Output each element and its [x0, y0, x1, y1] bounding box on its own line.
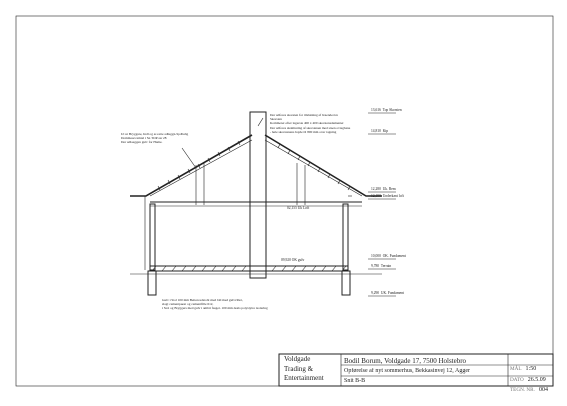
wall-right [343, 204, 348, 270]
roof-tiles [158, 141, 350, 190]
level-uk-foundation: 9,290 UK. Fundament [371, 291, 405, 295]
drawing-number-field: TEGN. NR. 004 [510, 387, 548, 393]
floor-slab [150, 266, 348, 271]
date-field: DATO 26.5.09 [510, 377, 546, 383]
level-top-chimney: 13,616 Top Skorsten [371, 108, 402, 112]
level-markers [368, 113, 396, 296]
roof-left-inner [150, 140, 252, 196]
roof-right [265, 135, 382, 196]
sheet-border [16, 16, 553, 386]
drawing-name: Snit B-B [344, 378, 366, 384]
floor-label: 09,920 OK gulv [281, 258, 305, 262]
level-underside-ceiling: 12,190 Underkant loft [371, 194, 404, 198]
floor-note: Gulv i Stol 100 mm Betten udstobt med bld med gulvvillet, slagt cementpuest og cementfille 612, i Stol og Bryggers med gulv i ambri fasget. 100 mm deals polystytre isolering [162, 298, 268, 311]
foundation-left [148, 271, 156, 295]
floor-hatch [152, 266, 346, 271]
wall-left [150, 204, 155, 270]
ceiling-label: 02,155 Uk Loft [287, 206, 310, 210]
chimney-note: Der udfores skorsten for tilslutning af braendeovn Skorsten Kommerer efter lagerste 400 x 400 skorstensdementer Der udfores skalmuring af skorstenen med staen ovtegbane - hele skorstenens hojde til 800 mm over tagning [270, 113, 351, 134]
foundation-right [342, 271, 350, 295]
level-rem: 12,280 Uk. Rem [371, 187, 396, 191]
level-ridge: 14,810 Kip [371, 129, 389, 133]
level-terrain: 9,780 Terrain [371, 264, 392, 268]
roof-right-inner [265, 140, 362, 196]
level-ok-foundation: 10,000 OK. Fundament [371, 254, 406, 258]
roof-note-left: Ut ur Bryggare, Indl og ar-rette adluggn-Spdbabg Dommauccamtel i Sn TOP-tar 28 Der udlaeggen gulv for Hame. [121, 132, 189, 145]
scale-field: MÅL 1:50 [510, 366, 537, 372]
company-name: Voldgade Trading & Entertainment [284, 355, 324, 382]
client-line: Bodil Borum, Voldgade 17, 7500 Holstebro [344, 357, 467, 365]
project-line: Opførelse af nyt sommerhus, Bekkasinvej 12, Agger [344, 368, 470, 374]
chimney [250, 112, 266, 278]
